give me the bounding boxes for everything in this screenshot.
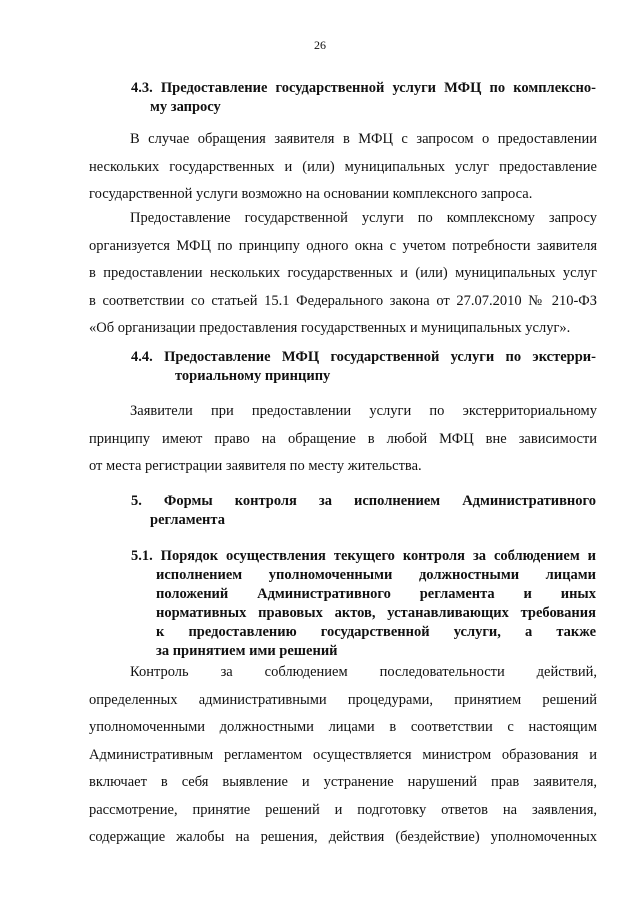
heading-line: 4.4. Предоставление МФЦ государственной услуги по экстерри- [131,349,596,365]
paragraph-line: от места регистрации заявителя по месту жительства. [89,458,422,474]
section-4-4-heading [131,348,596,386]
paragraph-line: Контроль за соблюдением последовательности действий, [130,664,597,680]
paragraph-line: нескольких государственных и (или) муниципальных услуг предоставление [89,158,597,175]
paragraph-line: включает в себя выявление и устранение нарушений прав заявителя, [89,774,597,790]
section-4-4-paragraph-1 [89,398,597,481]
heading-line: за принятием ими решений [156,643,338,659]
heading-line: нормативных правовых актов, устанавливающих требования [156,605,596,621]
heading-line: 5.1. Порядок осуществления текущего контроля за соблюдением и [131,548,596,564]
heading-line: положений Административного регламента и иных [156,586,596,602]
heading-line: исполнением уполномоченными должностными лицами [156,567,596,583]
heading-line: 4.3. Предоставление государственной услуги МФЦ по комплексно- [131,80,596,96]
paragraph-line: Административным регламентом осуществляется министром образования и [89,746,597,763]
heading-line: регламента [150,512,225,528]
paragraph-line: определенных административными процедурами, принятием решений [89,691,597,708]
section-5-1-heading [131,547,596,661]
heading-line: к предоставлению государственной услуги, а также [156,624,596,640]
section-4-3-heading [131,79,596,117]
heading-line: му запросу [150,99,221,115]
paragraph-line: в предоставлении нескольких государственных и (или) муниципальных услуг [89,265,597,281]
paragraph-line: организуется МФЦ по принципу одного окна с учетом потребности заявителя [89,237,597,254]
page-number: 26 [314,38,326,52]
section-4-3-paragraph-1 [89,126,597,209]
paragraph-line: принципу имеют право на обращение в любой МФЦ вне зависимости [89,430,597,447]
paragraph-line: В случае обращения заявителя в МФЦ с запросом о предоставлении [130,131,597,147]
heading-line: ториальному принципу [175,368,331,384]
heading-line: 5. Формы контроля за исполнением Административного [131,493,596,509]
paragraph-line: содержащие жалобы на решения, действия (бездействие) уполномоченных [89,829,597,845]
paragraph-line: государственной услуги возможно на основании комплексного запроса. [89,186,533,202]
paragraph-line: рассмотрение, принятие решений и подготовку ответов на заявления, [89,801,597,818]
section-4-3-paragraph-2 [89,205,597,343]
section-5-heading [131,492,596,530]
section-5-1-paragraph-1 [89,659,597,852]
paragraph-line: Предоставление государственной услуги по комплексному запросу [130,210,597,226]
paragraph-line: уполномоченными должностными лицами в соответствии с настоящим [89,719,597,735]
paragraph-line: в соответствии со статьей 15.1 Федерального закона от 27.07.2010 № 210-ФЗ [89,292,597,309]
paragraph-line: Заявители при предоставлении услуги по экстерриториальному [130,403,597,419]
paragraph-line: «Об организации предоставления государственных и муниципальных услуг». [89,320,571,336]
